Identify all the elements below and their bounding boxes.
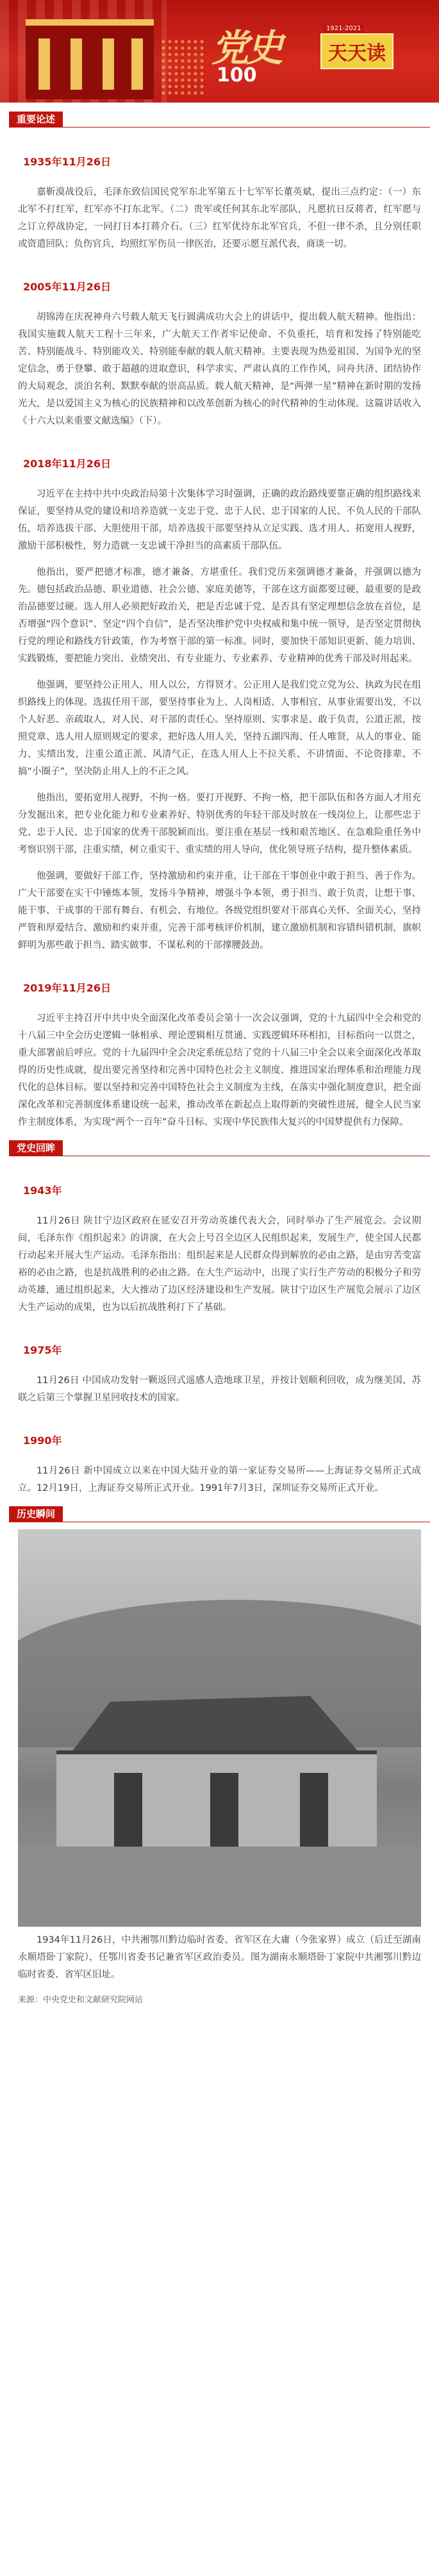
banner-badge: 天天读 [320, 33, 393, 69]
banner-number: 100 [217, 64, 257, 87]
entry-date: 1975年 [23, 1344, 62, 1356]
section-tag: 历史瞬间 [9, 1506, 63, 1522]
hall-illustration [26, 19, 154, 99]
section-rule [9, 127, 430, 128]
section-header-history [0, 1140, 439, 1157]
banner-dates: 1921-2021 [324, 24, 364, 33]
history-entry [0, 1342, 439, 1407]
photo-ground [18, 1847, 421, 1927]
history-entry [0, 1433, 439, 1497]
section-header-moment [0, 1506, 439, 1523]
speech-entry [0, 456, 439, 954]
entry-paragraph: 他强调，要做好干部工作，坚持激励和约束并重，让干部在干事创业中敢于担当、善于作为。广大干部要在实干中锤炼本领，发扬斗争精神，增强斗争本领，勇于担当、敢于负责，让想干事、能干事、干成事的干部有舞台、有机会、有地位。各级党组织要对干部真心关怀、全面关心，坚持严管和厚爱结合、激励和约束并重，完善干部考核评价机制，建立激励机制和容错纠错机制，旗帜鲜明为那些敢于担当、踏实做事、不谋私利的干部撑腰鼓劲。 [18, 871, 421, 951]
photo-caption: 1934年11月26日，中共湘鄂川黔边临时省委、省军区在大庸（今张家界）成立（后迁至湖南永顺塔卧丁家院），任鄂川省委书记兼省军区政治委员。图为湖南永顺塔卧丁家院中共湘鄂川黔边临时省委、省军区旧址。 [18, 1935, 421, 1980]
speech-entry [0, 980, 439, 1131]
source-credit: 来源：中央党史和文献研究院网站 [18, 1995, 144, 2005]
entry-date: 2018年11月26日 [23, 458, 112, 470]
entry-paragraph: 他指出，要严把德才标准，德才兼备，方堪重任。我们党历来强调德才兼备，并强调以德为先。德包括政治品德、职业道德、社会公德、家庭美德等，干部在这方面都要过硬，最重要的是政治品德要过硬。选人用人必须把好政治关，把是否忠诚于党、是否具有坚定理想信念放在首位，是否增强“四个意识”、坚定“四个自信”，是否坚决维护党中央权威和集中统一领导，是否坚定贯彻执行党的理论和路线方针政策，作为考察干部的第一标准。同时，要加快干部知识更新、能力培训、实践锻炼，要把能力突出、业绩突出、有专业能力、专业素养、专业精神的优秀干部及时用起来。 [18, 567, 421, 664]
entry-date: 1943年 [23, 1184, 62, 1197]
entry-paragraph: 胡锦涛在庆祝神舟六号载人航天飞行圆满成功大会上的讲话中，提出载人航天精神。他指出：我国实施载人航天工程十三年来，广大航天工作者牢记使命、不负重托，培育和发扬了特别能吃苦、特别能战斗、特别能攻关、特别能奉献的载人航天精神。主要表现为热爱祖国、为国争光的坚定信念，勇于登攀、敢于超越的进取意识，科学求实、严肃认真的工作作风，同舟共济、团结协作的大局观念，淡泊名利、默默奉献的崇高品质。载人航天精神，是“两弹一星”精神在新时期的发扬光大，是以爱国主义为核心的民族精神和以改革创新为核心的时代精神的生动体现。这篇讲话收入《十六大以来重要文献选编》（下）。 [18, 312, 421, 426]
entry-date: 1990年 [23, 1434, 62, 1447]
entry-date: 2019年11月26日 [23, 982, 112, 994]
entry-date: 1935年11月26日 [23, 156, 112, 168]
banner-title: 党史 [211, 26, 281, 70]
photo-door [300, 1773, 328, 1847]
entry-paragraph: 他指出，要拓宽用人视野，不拘一格。要打开视野、不拘一格，把干部队伍和各方面人才用充分发掘出来，把专业化能力和专业素养好、特别优秀的年轻干部及时放在一线岗位上，让那些忠于党、忠于人民、忠于国家的优秀干部脱颖而出。要注重在基层一线和艰苦地区、在急难险重任务中考察识别干部，注重实绩，树立重实干、重实绩的用人导向，优化领导班子结构，提升整体素质。 [18, 793, 421, 855]
speech-entry [0, 279, 439, 430]
entry-paragraph: 11月26日 中国成功发射一颗返回式遥感人造地球卫星，并按计划顺利回收，成为继美国、苏联之后第三个掌握卫星回收技术的国家。 [18, 1375, 421, 1403]
section-tag: 重要论述 [9, 112, 63, 128]
entry-paragraph: 11月26日 新中国成立以来在中国大陆开业的第一家证券交易所——上海证券交易所正式成立。12月19日，上海证券交易所正式开业。1991年7月3日，深圳证券交易所正式开业。 [18, 1466, 421, 1493]
entry-paragraph: 习近平主持召开中共中央全面深化改革委员会第十一次会议强调，党的十九届四中全会和党的十八届三中全会历史逻辑一脉相承、理论逻辑相互贯通、实践逻辑环环相扣，目标指向一以贯之，重大部署前后呼应。党的十九届四中全会决定系统总结了党的十八届三中全会以来全面深化改革取得的历史性成就，提出要完善坚持和完善中国特色社会主义制度、推进国家治理体系和治理能力现代化的总体目标。要以坚持和完善中国特色社会主义制度为主线，在落实中强化制度意识，把全面深化改革和完善制度体系建设统一起来，推动改革在新起点上取得新的突破性进展，健全人民当家作主制度体系，为实现“两个一百年”奋斗目标、实现中华民族伟大复兴的中国梦提供有力保障。 [18, 1013, 421, 1127]
section-header-speeches [0, 112, 439, 128]
photo-door [210, 1773, 238, 1847]
entry-paragraph: 习近平在主持中共中央政治局第十次集体学习时强调，正确的政治路线要靠正确的组织路线来保证，要坚持从党的建设和培养造就一支忠于党、忠于人民、忠于国家的人民、不负人民的干部队伍，培养选拔干部、大胆使用干部，培养选拔干部要坚持从立足实践、选才用人、拓宽用人视野，激励干部积极性，努力造就一支忠诚干净担当的高素质干部队伍。 [18, 489, 421, 551]
historic-photo [18, 1529, 421, 1927]
entry-paragraph: 他强调，要坚持公正用人，用人以公，方得贤才。公正用人是我们党立党为公、执政为民在组织路线上的体现。选拔任用干部，要坚持事业为上、人岗相适、人事相宜，从事业需要出发，不以个人好恶、亲疏取人，对人民、对干部的责任心。坚持原则、实事求是、敢于负责，公道正派，按照党章、选人用人原则规定的要求，把好选人用人关，坚持五湖四海、任人唯贤，从人的事业、能力、实绩出发，注重公道正派、风清气正，在选人用人上不拉关系、不讲情面、不论资排辈、不搞“小圈子”，坚决防止用人上的不正之风。 [18, 680, 421, 777]
entry-date: 2005年11月26日 [23, 281, 112, 293]
entry-paragraph: 嘉靳漠战役后，毛泽东致信国民党军东北军第五十七军军长董英斌，提出三点约定：（一）东北军不打红军，红军亦不打东北军。（二）贵军或任何其东北军部队，凡愿抗日反蒋者，红军愿与之订立停战协定，一同打日本打蒋介石。（三）红军优待东北军官兵，不但一律不杀，且分别任职或资遣回队；负伤官兵，均照红军伤员一律医治，还要示愿互派代表，商谈一切。 [18, 187, 421, 249]
entry-paragraph: 11月26日 陕甘宁边区政府在延安召开劳动英雄代表大会，同时举办了生产展览会。会议期间，毛泽东作《组织起来》的讲演，在大会上号召全边区人民组织起来，发展生产，使全国人民都行动起来开展大生产运动。毛泽东指出：组织起来是人民群众得到解放的必由之路，是由穷苦变富裕的必由之路，也是抗战胜利的必由之路。在大生产运动中，出现了实行生产劳动的积极分子和劳动英雄，通过组织起来，大大推动了边区经济建设和生产发展。陕甘宁边区生产展览会展示了边区大生产运动的成果，也为以后抗战胜利打下了基础。 [18, 1216, 421, 1313]
photo-door [114, 1773, 142, 1847]
history-entry [0, 1183, 439, 1317]
banner-dots [160, 38, 205, 96]
section-tag: 党史回眸 [9, 1140, 63, 1156]
header-banner [0, 0, 439, 103]
speech-entry [0, 154, 439, 253]
